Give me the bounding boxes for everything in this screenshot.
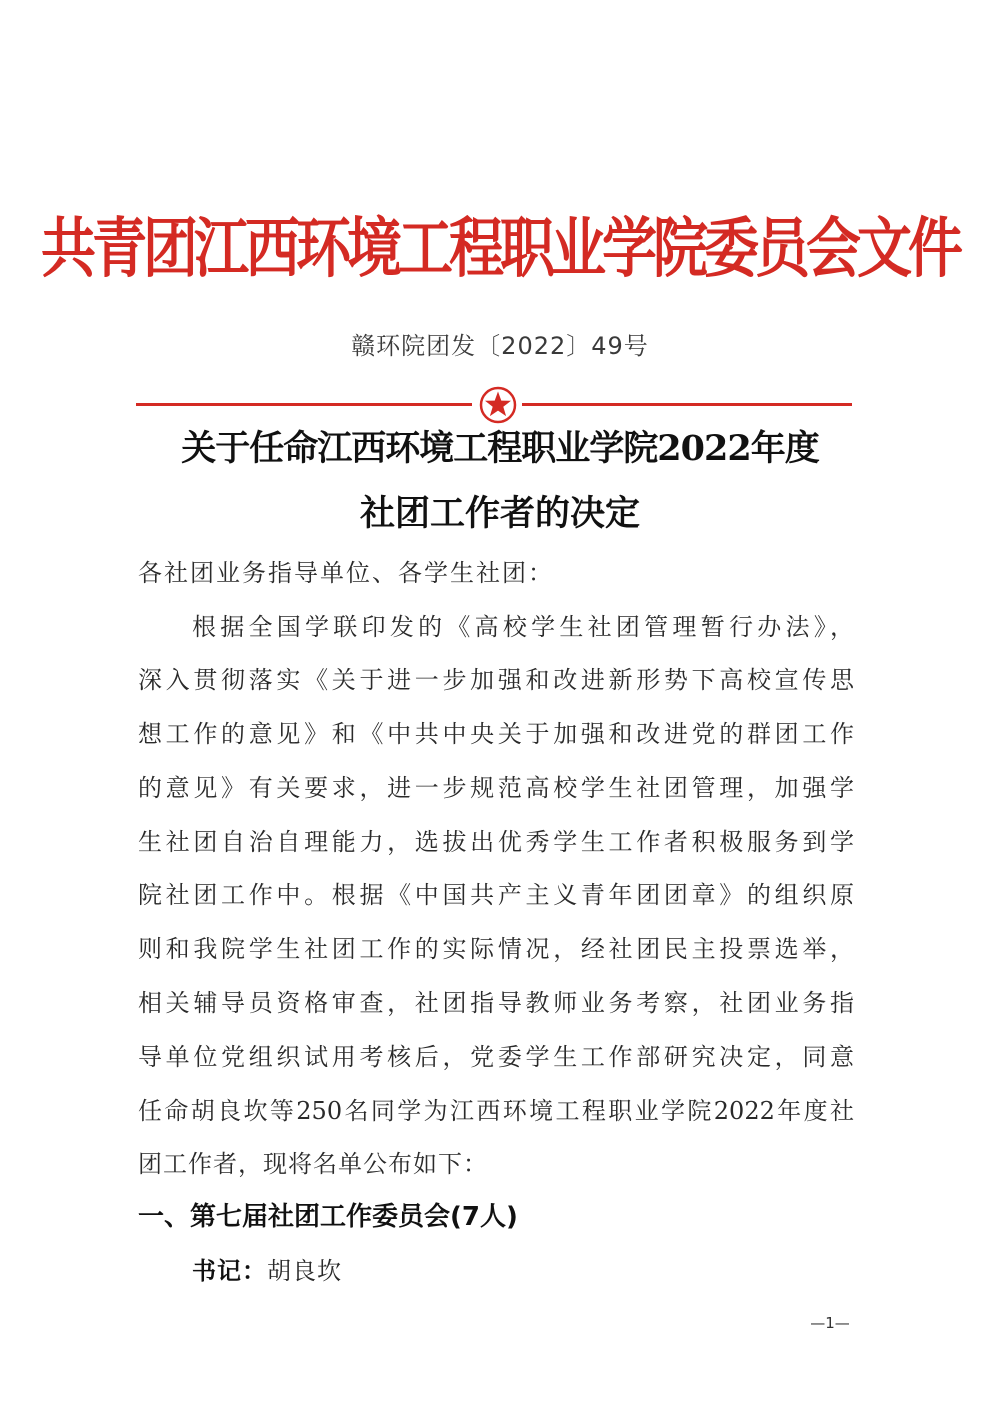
body-line: 的意见》有关要求，进一步规范高校学生社团管理，加强学: [138, 774, 854, 802]
salutation: 各社团业务指导单位、各学生社团：: [138, 559, 554, 587]
body-line: 导单位党组织试用考核后，党委学生工作部研究决定，同意: [138, 1043, 854, 1071]
secretary-line: [192, 1249, 342, 1293]
body-line: 任命胡良坎等250名同学为江西环境工程职业学院2022年度社: [138, 1097, 854, 1125]
document-title-line-1: 关于任命江西环境工程职业学院2022年度: [181, 428, 819, 469]
role-name: 胡良坎: [267, 1257, 342, 1285]
section-heading: 一、第七届社团工作委员会(7人): [138, 1202, 518, 1232]
body-line: 相关辅导员资格审查，社团指导教师业务考察，社团业务指: [138, 989, 854, 1017]
role-label: 书记：: [192, 1257, 267, 1285]
body-line: 则和我院学生社团工作的实际情况，经社团民主投票选举，: [138, 935, 854, 963]
header-title: 共青团江西环境工程职业学院委员会文件: [40, 209, 959, 286]
red-rule-right: [522, 403, 852, 406]
document-title-line-2: 社团工作者的决定: [359, 493, 640, 534]
red-rule-left: [136, 403, 472, 406]
page-number: —1—: [810, 1314, 850, 1332]
document-number: 赣环院团发〔2022〕49号: [351, 332, 649, 360]
body-line: 院社团工作中。根据《中国共产主义青年团团章》的组织原: [138, 881, 854, 909]
body-line: 深入贯彻落实《关于进一步加强和改进新形势下高校宣传思: [138, 666, 854, 694]
body-line: 想工作的意见》和《中共中央关于加强和改进党的群团工作: [138, 720, 854, 748]
body-line: 生社团自治自理能力，选拔出优秀学生工作者积极服务到学: [138, 828, 854, 856]
body-line: 根据全国学联印发的《高校学生社团管理暂行办法》，: [192, 613, 854, 641]
body-line: 团工作者，现将名单公布如下：: [138, 1150, 488, 1178]
